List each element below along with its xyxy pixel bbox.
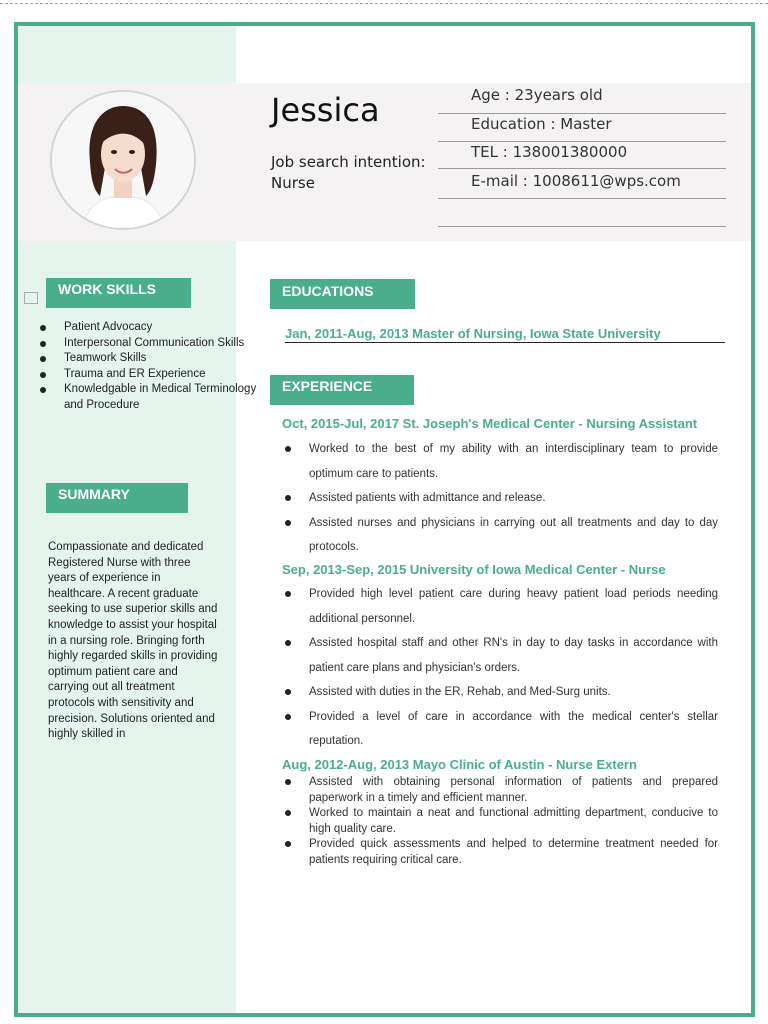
candidate-name: Jessica bbox=[271, 91, 380, 129]
info-rule bbox=[438, 168, 726, 169]
summary-heading: SUMMARY bbox=[46, 483, 188, 513]
education-text: Education : Master bbox=[471, 115, 612, 133]
experience-bullet: Worked to maintain a neat and functional admitting department, conducive to high quality care. bbox=[282, 806, 718, 837]
experience-bullet: Assisted hospital staff and other RN's in day to day tasks in accordance with patient care plans and physician's orders. bbox=[282, 631, 718, 680]
job-bullets bbox=[282, 437, 718, 560]
info-rule bbox=[438, 226, 726, 227]
experience-bullet: Assisted with obtaining personal information of patients and prepared paperwork in a timely and efficient manner. bbox=[282, 775, 718, 806]
intention-label: Job search intention: bbox=[271, 153, 426, 171]
tel-text: TEL : 138001380000 bbox=[471, 143, 628, 161]
profile-photo bbox=[50, 90, 196, 230]
info-rule bbox=[438, 113, 726, 114]
job-title: Oct, 2015-Jul, 2017 St. Joseph's Medical Center - Nursing Assistant bbox=[282, 416, 698, 431]
job-bullets bbox=[282, 582, 718, 754]
experience-heading: EXPERIENCE bbox=[270, 375, 414, 405]
experience-bullet: Provided high level patient care during heavy patient load periods needing additional personnel. bbox=[282, 582, 718, 631]
skill-item: Teamwork Skills bbox=[38, 351, 274, 367]
skill-item: Patient Advocacy bbox=[38, 320, 274, 336]
experience-bullet: Assisted patients with admittance and release. bbox=[282, 486, 718, 511]
job-title: Sep, 2013-Sep, 2015 University of Iowa Medical Center - Nurse bbox=[282, 562, 666, 577]
email-text: E-mail : 1008611@wps.com bbox=[471, 172, 681, 190]
skill-item: Trauma and ER Experience bbox=[38, 367, 274, 383]
intention-value: Nurse bbox=[271, 174, 315, 192]
job-bullets bbox=[282, 775, 718, 869]
experience-bullet: Worked to the best of my ability with an interdisciplinary team to provide optimum care to patients. bbox=[282, 437, 718, 486]
page-border-dashed bbox=[0, 3, 768, 4]
experience-bullet: Provided a level of care in accordance with the medical center's stellar reputation. bbox=[282, 705, 718, 754]
education-entry: Jan, 2011-Aug, 2013 Master of Nursing, Iowa State University bbox=[285, 326, 725, 343]
job-intention bbox=[271, 152, 426, 194]
age-text: Age : 23years old bbox=[471, 86, 603, 104]
experience-bullet: Provided quick assessments and helped to determine treatment needed for patients requiring critical care. bbox=[282, 837, 718, 868]
info-rule bbox=[438, 198, 726, 199]
skill-item: Interpersonal Communication Skills bbox=[38, 336, 274, 352]
resume-frame bbox=[14, 22, 755, 1017]
skill-item: Knowledgable in Medical Terminology and Procedure bbox=[38, 382, 274, 413]
document-icon bbox=[24, 292, 38, 304]
educations-heading: EDUCATIONS bbox=[270, 279, 415, 309]
summary-text: Compassionate and dedicated Registered Nurse with three years of experience in healthcare. A recent graduate seeking to use superior skills and knowledge to assist your hospital in a nursing role. Bringing forth highly regarded skills in providing optimum patient care and carrying out all treatment protocols with sensitivity and precision. Solutions oriented and highly skilled in bbox=[48, 541, 218, 740]
experience-bullet: Assisted with duties in the ER, Rehab, and Med-Surg units. bbox=[282, 680, 718, 705]
work-skills-heading: WORK SKILLS bbox=[46, 278, 191, 308]
info-rule bbox=[438, 141, 726, 142]
skills-list bbox=[38, 320, 274, 414]
job-title: Aug, 2012-Aug, 2013 Mayo Clinic of Austin - Nurse Extern bbox=[282, 757, 637, 772]
experience-bullet: Assisted nurses and physicians in carrying out all treatments and day to day protocols. bbox=[282, 511, 718, 560]
portrait-image bbox=[52, 92, 194, 228]
